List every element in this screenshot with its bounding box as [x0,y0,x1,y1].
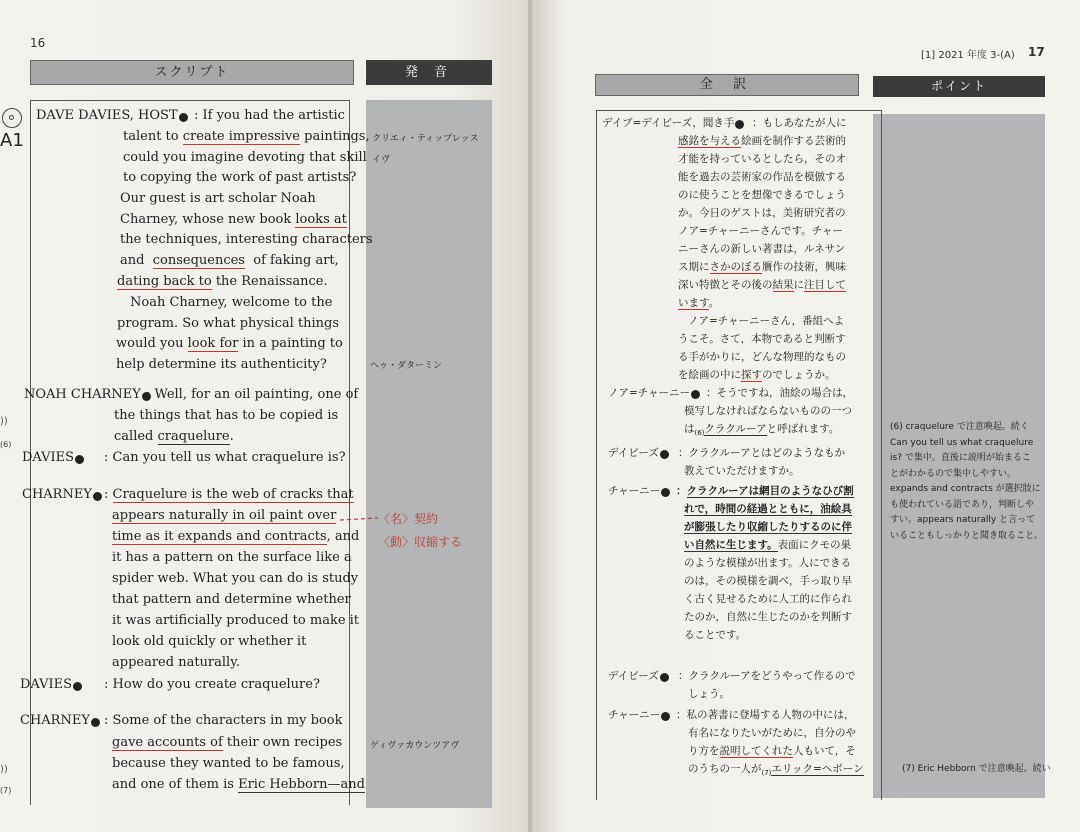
script-line: look old quickly or whether it [112,634,307,649]
page-number-left: 16 [30,36,46,50]
speaker-dot-icon [661,488,670,497]
translation-line: は$_{(6)}$クラクルーアと呼ばれます。 [684,423,840,438]
script-line: the things that has to be copied is [114,408,339,423]
translation-line: のうちの一人が$_{(7)}$エリック=ヘボーン [688,763,864,778]
speaker-dot-icon [75,455,84,464]
point-note: (7) Eric Hebborn で注意喚起。続い [902,764,1051,774]
translation-header: 全 訳 [595,74,859,96]
translation-line: 有名になりたいがために，自分のや [688,727,856,739]
translation-line: ：クラクルーアをどうやって作るので [678,670,856,682]
translation-line: のは，その模様を調べ，手っ取り早 [684,575,852,587]
running-head: [1] 2021 年度 3-(A) [921,50,1015,61]
speaker-dot-icon [93,492,102,501]
point-note: expands and contracts が選択肢に [890,484,1041,494]
translation-line: 教えていただけますか。 [684,465,800,477]
handwritten-note: 〈動〉収縮する [378,535,463,549]
script-line: to copying the work of past artists? [123,170,357,185]
script-line: and one of them is Eric Hebborn—and [112,777,365,792]
script-line: : Some of the characters in my book [104,713,343,728]
translation-line: る手がかりに，どんな物理的なもの [678,351,846,363]
translation-speaker: デイブ=デイビーズ，聞き手 [602,114,746,132]
speaker-dot-icon [91,718,100,727]
speaker-label: CHARNEY [20,711,102,731]
pronunciation-note: イヴ [372,155,391,165]
translation-line: ることです。 [684,629,747,641]
translation-line: い自然に生じます。表面にクモの巣 [684,539,852,551]
audio-wave-icon: )) [0,416,8,427]
point-note: すい。appears naturally と言って [890,515,1036,525]
script-line: could you imagine devoting that skill [123,150,367,165]
speaker-dot-icon [179,113,188,122]
translation-line: のに使うことを想像できるでしょう [678,189,846,201]
translation-line: 能を過去の芸術家の作品を模倣する [678,171,846,183]
page-number-right: 17 [1028,45,1045,59]
audio-wave-icon: )) [0,764,8,775]
translation-line: のような模様が出ます。人にできる [684,557,852,569]
script-line: appeared naturally. [112,655,240,670]
script-line: it has a pattern on the surface like a [112,550,352,565]
script-line: : Can you tell us what craquelure is? [104,450,346,465]
translation-line: ：クラクルーアとはどのようなもか [678,447,846,459]
script-line: : Well, for an oil painting, one of [146,387,359,402]
left-page [0,0,528,832]
point-note: Can you tell us what craquelure [890,438,1034,448]
script-line: dating back to the Renaissance. [117,274,328,289]
translation-speaker: ノア=チャーニー [608,384,702,402]
speaker-dot-icon [691,390,700,399]
script-line: talent to create impressive paintings, [123,129,370,144]
translation-speaker: チャーニー [608,706,672,724]
translation-line: り方を説明してくれた人もいて，そ [688,745,856,757]
speaker-dot-icon [660,450,669,459]
translation-line: ：私の著書に登場する人物の中には， [676,709,855,721]
translation-line: く古く見せるために人工的に作られ [684,593,852,605]
translation-line: ス期にさかのぼる贋作の技術，興味 [678,261,846,273]
translation-line: ：そうですね，油絵の場合は， [706,387,853,399]
translation-line: 深い特徴とその後の結果に注目して [678,279,846,291]
translation-line: 模写しなければならないものの一つ [684,405,852,417]
script-header: スクリプト [30,60,354,85]
pronunciation-note: クリエィ・ティップレッス [372,134,479,144]
translation-line: ：クラクルーアは網目のようなひび割 [676,485,854,497]
translation-line: ノア=チャーニーさんです。チャー [678,225,843,237]
handwritten-note: 〈名〉契約 [378,512,439,526]
translation-line: か。今日のゲストは，美術研究者の [678,207,846,219]
speaker-dot-icon [661,712,670,721]
translation-line: 才能を持っているとしたら，そのオ [678,153,846,165]
script-line: and consequences of faking art, [120,253,339,268]
script-line: appears naturally in oil paint over [112,508,337,523]
side-mark-6: (6) [0,440,12,449]
script-line: Our guest is art scholar Noah [120,191,316,206]
translation-speaker: デイビーズ [608,444,671,462]
translation-line: ニーさんの新しい著書は，ルネサン [678,243,846,255]
side-mark-7: (7) [0,786,12,795]
script-line: : How do you create craquelure? [104,677,320,692]
script-line: help determine its authenticity? [116,357,327,372]
speaker-dot-icon [73,682,82,691]
translation-line: います。 [678,297,720,309]
translation-line: しょう。 [688,688,730,700]
script-line: : If you had the artistic [194,108,345,123]
script-line: it was artificially produced to make it [112,613,360,628]
translation-line: が膨張したり収縮したりするのに伴 [684,521,852,533]
point-header: ポイント [873,76,1045,97]
script-line: would you look for in a painting to [116,336,343,351]
pronunciation-header: 発 音 [366,60,492,85]
script-line: called craquelure. [114,429,234,444]
translation-line: ：もしあなたが人に [752,117,847,129]
script-line: the techniques, interesting characters [120,232,373,247]
script-line: program. So what physical things [117,316,340,331]
point-note: (6) craquelure で注意喚起。続く [890,422,1029,432]
translation-line: たのか，自然に生じたのかを判断す [684,611,852,623]
script-line: spider web. What you can do is study [112,571,359,586]
speaker-dot-icon [660,673,669,682]
speaker-label: NOAH CHARNEY [24,385,153,405]
speaker-label: DAVE DAVIES, HOST [36,106,190,126]
translation-line: うこそ。さて，本物であると判断す [678,333,846,345]
point-note: いることもしっかりと聞き取ること。 [890,531,1044,541]
translation-line: れで，時間の経過とともに，油絵具 [684,503,852,515]
pronunciation-note: ゲィヴァカウンツアヴ [370,741,460,751]
point-note: も使われている語であり，判断しや [890,500,1035,510]
cd-icon [2,108,22,128]
script-line: that pattern and determine whether [112,592,351,607]
speaker-label: DAVIES [22,448,86,468]
right-page [532,0,1080,832]
script-line: because they wanted to be famous, [112,756,345,771]
pronunciation-note: ヘゥ・ダターミン [370,361,443,371]
translation-line: ノア=チャーニーさん，番組へよ [688,315,845,327]
speaker-label: DAVIES [20,675,84,695]
point-note: is? で集中。直後に説明が始まるこ [890,453,1031,463]
translation-line: を絵画の中に探すのでしょうか。 [678,369,836,381]
speaker-label: CHARNEY [22,485,104,505]
speaker-dot-icon [735,120,744,129]
script-line: : Craquelure is the web of cracks that [104,487,354,502]
point-note: とがわかるので集中しやすい。 [890,469,1017,479]
script-line: Noah Charney, welcome to the [130,295,333,310]
section-label: A1 [0,130,24,151]
script-line: Charney, whose new book looks at [120,212,347,227]
annotation-dash-icon [340,514,380,526]
pronunciation-column [366,100,492,808]
translation-line: 感銘を与える絵画を制作する芸術的 [678,135,846,147]
translation-speaker: デイビーズ [608,667,671,685]
translation-speaker: チャーニー [608,482,672,500]
script-line: gave accounts of their own recipes [112,735,343,750]
script-line: time as it expands and contracts, and [112,529,360,544]
